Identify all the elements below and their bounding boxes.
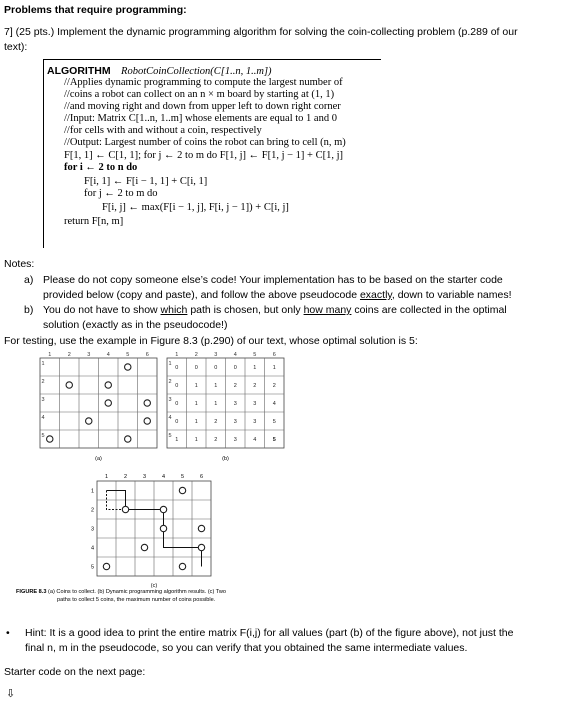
grid-c-row-label: 4 xyxy=(90,545,94,552)
grid-b-col-label: 6 xyxy=(272,352,276,358)
figure-8-3 xyxy=(0,346,563,608)
grid-c-coin-icon xyxy=(160,506,166,512)
grid-c-coin-icon xyxy=(179,487,185,493)
table-b-cell: 1 xyxy=(194,401,198,407)
grid-c-row-label: 3 xyxy=(90,526,94,533)
grid-c-col-label: 4 xyxy=(161,474,166,480)
algo-code-2: for i ← 2 to n do xyxy=(64,162,138,173)
notes-label: Notes: xyxy=(4,258,35,270)
algo-code-1: F[1, 1] ← C[1, 1]; for j ← 2 to m do F[1, j] ← F[1, j − 1] + C[1, j] xyxy=(64,150,343,161)
grid-a-row-label: 3 xyxy=(41,397,45,403)
algo-comment-4: //Input: Matrix C[1..n, 1..m] whose elements are equal to 1 and 0 xyxy=(64,113,337,124)
table-b-cell: 2 xyxy=(214,437,218,443)
note-a-line-1: Please do not copy someone else’s code! Your implementation has to be based on the starter code xyxy=(43,274,503,286)
algo-code-6: return F[n, m] xyxy=(64,216,124,227)
table-b-cell: 1 xyxy=(214,401,218,407)
table-b-cell: 0 xyxy=(175,419,179,425)
grid-c-col-label: 6 xyxy=(199,474,204,480)
grid-b-col-label: 2 xyxy=(194,352,198,358)
grid-a-coin-icon xyxy=(125,436,131,442)
grid-a-coin-icon xyxy=(125,364,131,370)
testing-line: For testing, use the example in Figure 8.3 (p.290) of our text, whose optimal solution is 5: xyxy=(4,335,418,347)
table-b-cell: 3 xyxy=(233,437,237,443)
note-b-marker: b) xyxy=(24,304,34,316)
grid-a-col-label: 1 xyxy=(48,352,52,358)
grid-c-row-label: 2 xyxy=(90,507,94,514)
grid-c-coin-icon xyxy=(198,525,204,531)
table-b-cell: 4 xyxy=(272,401,276,407)
label-a: (a) xyxy=(95,456,102,462)
table-b-cell: 5 xyxy=(272,437,276,443)
figure-caption: FIGURE 8.3 (a) Coins to collect. (b) Dynamic programming algorithm results. (c) Two xyxy=(16,589,227,595)
algorithm-keyword: ALGORITHM xyxy=(47,65,111,77)
algo-comment-3: //and moving right and down from upper left to down right corner xyxy=(64,101,341,112)
grid-a-col-label: 3 xyxy=(87,352,91,358)
grid-a-col-label: 4 xyxy=(106,352,110,358)
starter-code-note: Starter code on the next page: xyxy=(4,666,146,678)
table-b-cell: 1 xyxy=(194,419,198,425)
grid-c-coin-icon xyxy=(141,544,147,550)
figure-caption-line-2: paths to collect 5 coins, the maximum number of coins possible. xyxy=(57,597,216,603)
table-b-cell: 0 xyxy=(175,365,179,371)
algo-comment-6: //Output: Largest number of coins the robot can bring to cell (n, m) xyxy=(64,137,346,148)
algo-code-5: F[i, j] ← max(F[i − 1, j], F[i, j − 1]) + C[i, j] xyxy=(102,202,289,213)
table-b-cell: 2 xyxy=(233,383,237,389)
problem-line-1: 7] (25 pts.) Implement the dynamic programming algorithm for solving the coin-collecting problem (p.289 of our xyxy=(4,26,518,38)
grid-c-col-label: 3 xyxy=(142,474,147,480)
label-c: (c) xyxy=(150,583,158,589)
table-b-cell: 0 xyxy=(175,383,179,389)
grid-b-row-label: 2 xyxy=(168,379,172,385)
grid-a-row-label: 5 xyxy=(41,433,45,439)
table-b-cell: 3 xyxy=(253,419,257,425)
grid-a-col-label: 2 xyxy=(67,352,71,358)
grid-a-coin-icon xyxy=(144,400,150,406)
grid-b-row-label: 4 xyxy=(168,415,172,421)
grid-c-col-label: 5 xyxy=(180,474,185,480)
algo-code-4: for j ← 2 to m do xyxy=(84,188,158,199)
grid-c-coin-icon xyxy=(122,506,128,512)
algorithm-name: RobotCoinCollection(C[1..n, 1..m]) xyxy=(121,66,272,77)
grid-b-col-label: 1 xyxy=(175,352,179,358)
grid-a-coin-icon xyxy=(66,382,72,388)
section-heading: Problems that require programming: xyxy=(4,4,187,16)
table-b-cell: 2 xyxy=(214,419,218,425)
grid-c-coin-icon xyxy=(103,563,109,569)
grid-b-row-label: 5 xyxy=(168,433,172,439)
grid-a-row-label: 2 xyxy=(41,379,45,385)
grid-a-coin-icon xyxy=(144,418,150,424)
algo-comment-5: //for cells with and without a coin, respectively xyxy=(64,125,262,136)
grid-a-col-label: 5 xyxy=(126,352,130,358)
grid-b-row-label: 3 xyxy=(168,397,172,403)
grid-c-row-label: 5 xyxy=(90,564,94,571)
algorithm-box xyxy=(43,59,381,248)
grid-a-row-label: 4 xyxy=(41,415,45,421)
table-b-cell: 1 xyxy=(214,383,218,389)
algo-comment-2: //coins a robot can collect on an n × m board by starting at (1, 1) xyxy=(64,89,335,100)
grid-c-coin-icon xyxy=(198,544,204,550)
hint-bullet: • xyxy=(6,627,10,639)
algo-code-3: F[i, 1] ← F[i − 1, 1] + C[i, 1] xyxy=(84,176,208,187)
table-b-cell: 5 xyxy=(272,419,276,425)
table-b-cell: 0 xyxy=(233,365,237,371)
algo-comment-1: //Applies dynamic programming to compute the largest number of xyxy=(64,77,343,88)
grid-a-coin-icon xyxy=(47,436,53,442)
grid-b-col-label: 4 xyxy=(233,352,237,358)
hint-line-2: final n, m in the pseudocode, so you can verify that you obtained the same intermediate values. xyxy=(25,642,468,654)
table-b-cell: 1 xyxy=(194,437,198,443)
grid-c-coin-icon xyxy=(160,525,166,531)
table-b-cell: 0 xyxy=(214,365,218,371)
note-b-line-1: You do not have to show which path is chosen, but only how many coins are collected in the optimal xyxy=(43,304,507,316)
grid-a-coin-icon xyxy=(105,382,111,388)
table-b-cell: 1 xyxy=(253,365,257,371)
note-a-line-2: provided below (copy and paste), and follow the above pseudocode exactly, down to variable names! xyxy=(43,289,512,301)
grid-a-col-label: 6 xyxy=(145,352,149,358)
table-b-cell: 1 xyxy=(272,365,276,371)
grid-b-col-label: 5 xyxy=(253,352,257,358)
grid-b-row-label: 1 xyxy=(168,361,172,367)
table-b-cell: 1 xyxy=(175,437,179,443)
table-b-cell: 3 xyxy=(253,401,257,407)
grid-b-col-label: 3 xyxy=(214,352,218,358)
note-a-marker: a) xyxy=(24,274,34,286)
table-b-cell: 0 xyxy=(175,401,179,407)
grid-c-row-label: 1 xyxy=(90,488,94,495)
grid-c-col-label: 2 xyxy=(123,474,128,480)
table-b-cell: 1 xyxy=(194,383,198,389)
label-b: (b) xyxy=(222,456,229,462)
problem-line-2: text): xyxy=(4,41,28,53)
grid-c-coin-icon xyxy=(179,563,185,569)
grid-a-coin-icon xyxy=(86,418,92,424)
grid-c-col-label: 1 xyxy=(104,474,109,480)
table-b-cell: 3 xyxy=(233,419,237,425)
table-b-cell: 0 xyxy=(194,365,198,371)
down-arrow-icon: ⇩ xyxy=(6,688,16,700)
note-b-line-2: solution (exactly as in the pseudocode!) xyxy=(43,319,228,331)
grid-a-coin-icon xyxy=(105,400,111,406)
table-b-cell: 2 xyxy=(272,383,276,389)
table-b-cell: 4 xyxy=(253,437,257,443)
table-b-cell: 3 xyxy=(233,401,237,407)
table-b-cell: 2 xyxy=(253,383,257,389)
hint-line-1: Hint: It is a good idea to print the entire matrix F(i,j) for all values (part (b) of the figure above), not just the xyxy=(25,627,514,639)
grid-a-row-label: 1 xyxy=(41,361,45,367)
